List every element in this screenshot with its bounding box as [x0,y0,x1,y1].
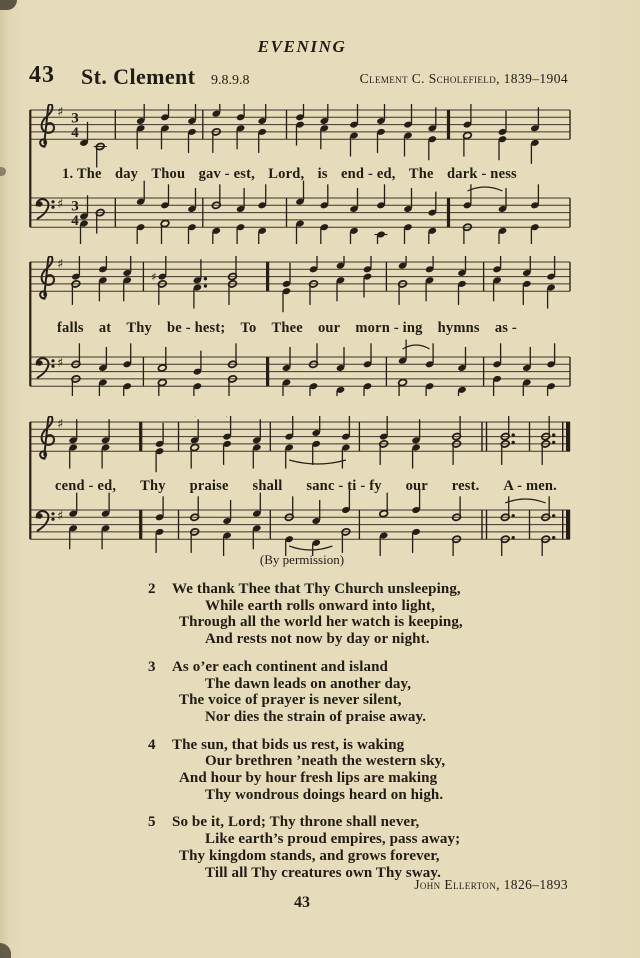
lyric-syllable: Thou [151,166,186,182]
verses-block [148,581,463,892]
lyric-line [62,166,517,183]
verse-line: Thy kingdom stands, and grows forever, [179,847,440,864]
verse-line: Till all Thy creatures own Thy sway. [205,864,442,881]
verse-line: Through all the world her watch is keeping, [179,614,463,631]
lyric-syllable: To [240,320,257,336]
notes [79,104,539,168]
bass-clef-icon [36,358,54,377]
lyric-syllable: 1. The [62,166,102,182]
author-credit: John Ellerton, 1826–1893 [414,877,568,892]
verse-line: As o’er each continent and island [172,658,388,675]
lyric-syllable: morn - ing [355,320,423,336]
lyric-syllable: falls [57,320,84,336]
sharp-icon: ♯ [57,197,64,212]
lyric-syllable: hymns [437,320,480,336]
lyric-syllable: day [114,166,139,182]
lyric-syllable: at [98,320,112,336]
lyric-syllable: is [317,166,328,182]
page-number: 43 [294,894,310,911]
verse-line: The voice of prayer is never silent, [179,692,402,709]
verse [148,658,463,726]
verse-number: 2 [148,581,156,597]
sharp-icon: ♯ [57,257,64,272]
lyric-syllable: our [317,320,341,336]
bass-clef-icon [36,199,54,218]
lyric-syllable: sanc - ti - fy [306,478,382,494]
music-system-2 [28,256,574,396]
lyric-syllable: shall [252,478,283,494]
sharp-icon: ♯ [57,417,64,432]
verse-line: And hour by hour fresh lips are making [179,770,438,787]
lyric-syllable: A - men. [503,478,557,494]
treble-clef-icon [40,416,54,458]
lyric-line [55,478,557,495]
lyric-syllable: The [408,166,434,182]
verse-number: 5 [148,814,156,831]
composer-credit: Clement C. Scholefield, 1839–1904 [359,71,568,86]
permission-note: (By permission) [259,552,345,567]
time-signature: 3 [71,110,79,127]
verse-line: The sun, that bids us rest, is waking [172,736,405,753]
lyric-syllable: Thee [271,320,303,336]
sharp-icon: ♯ [57,356,64,371]
verse-line: We thank Thee that Thy Church unsleeping, [172,581,461,597]
lyric-syllable: gav - est, [198,166,255,182]
verse-line: Nor dies the strain of praise away. [205,708,427,725]
time-signature: 4 [71,213,79,229]
running-title: EVENING [257,37,347,56]
verse-line: Like earth’s proud empires, pass away; [205,831,461,848]
lyric-line [57,320,517,337]
verse-line: While earth rolls onward into light, [205,597,435,614]
lyric-syllable: be - hest; [167,320,226,336]
sharp-icon: ♯ [57,509,64,524]
lyric-syllable: praise [189,478,229,494]
lyric-syllable: Thy [140,478,166,494]
verse-line: So be it, Lord; Thy throne shall never, [172,814,420,831]
sharp-icon: ♯ [57,105,64,120]
page-corner-artifact [0,943,11,958]
music-system-1 [28,104,574,244]
lyric-syllable: cend - ed, [55,478,117,494]
verse [148,814,463,881]
lyric-syllable: end - ed, [341,166,396,182]
music-system-3 [28,416,574,556]
verse-line: Thy wondrous doings heard on high. [205,786,444,803]
meter: 9.8.9.8 [211,73,250,88]
hymn-number: 43 [29,62,55,88]
lyric-syllable: Thy [126,320,152,336]
verse-line: Our brethren ’neath the western sky, [205,753,446,770]
treble-clef-icon [40,256,54,298]
lyric-syllable: our [405,478,428,494]
verse [148,736,463,804]
bass-clef-icon [36,511,54,530]
time-signature: 3 [71,198,79,215]
verse-number: 3 [148,658,156,675]
tune-name: St. Clement [81,64,196,89]
verse-line: The dawn leads on another day, [205,675,412,692]
time-signature: 4 [71,125,79,141]
verse [148,581,463,648]
lyric-syllable: Lord, [268,166,305,182]
verse-line: And rests not now by day or night. [205,631,430,648]
treble-clef-icon [40,104,54,146]
lyric-syllable: rest. [451,478,480,494]
verse-number: 4 [148,736,156,753]
sharp-icon: ♯ [151,270,157,284]
lyric-syllable: as - [494,320,517,336]
lyric-syllable: dark - ness [447,166,517,182]
